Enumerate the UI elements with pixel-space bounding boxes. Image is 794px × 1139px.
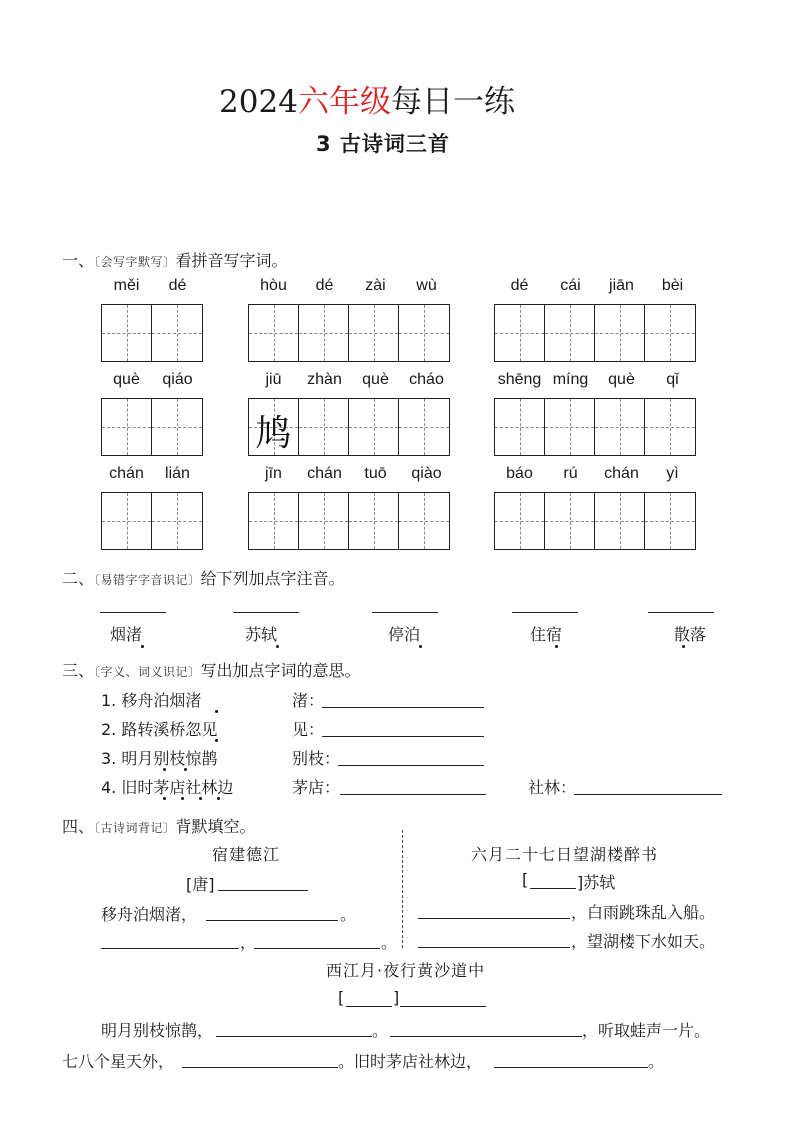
pinyin-label: wù <box>416 277 437 294</box>
pinyin-label: jiān <box>609 277 634 294</box>
pinyin-label: tuō <box>364 465 387 482</box>
writing-cell[interactable] <box>595 399 645 455</box>
writing-cell[interactable] <box>349 493 399 549</box>
writing-cell[interactable] <box>545 399 595 455</box>
writing-grid <box>248 398 450 456</box>
q3-heading <box>62 658 361 681</box>
pinyin-label: báo <box>506 465 533 482</box>
writing-cell[interactable] <box>545 493 595 549</box>
poem2-bracket-left: [ <box>522 870 529 889</box>
poem1-blank-2[interactable] <box>101 948 239 949</box>
emphasis-dot <box>419 645 422 648</box>
pinyin-label: què <box>113 371 140 388</box>
pinyin-label: dé <box>315 277 334 294</box>
pinyin-label: chán <box>109 465 144 482</box>
emphasis-dot <box>555 645 558 648</box>
writing-cell[interactable] <box>399 399 449 455</box>
emphasis-dot <box>141 645 144 648</box>
writing-cell[interactable] <box>645 305 695 361</box>
writing-cell[interactable] <box>645 493 695 549</box>
q3-label-2: 见： <box>292 720 325 739</box>
q2-word-5: 散落 <box>674 625 707 644</box>
q3-answer-line-4[interactable] <box>340 794 486 795</box>
writing-cell[interactable] <box>299 399 349 455</box>
pinyin-label: lián <box>165 465 190 482</box>
poem1-line1-end: 。 <box>340 905 357 924</box>
writing-cell[interactable] <box>102 493 152 549</box>
poem3-blank-3[interactable] <box>182 1067 338 1068</box>
pinyin-label: hòu <box>260 277 287 294</box>
writing-cell[interactable] <box>299 493 349 549</box>
q4-instruction: 背默填空。 <box>175 817 256 836</box>
writing-cell[interactable] <box>249 399 299 455</box>
pinyin-label: qǐ <box>666 371 679 388</box>
poem1-dynasty: [唐] <box>186 875 215 894</box>
emphasis-dot <box>217 797 220 800</box>
poem2-blank-2[interactable] <box>418 947 570 948</box>
poem1-line1: 移舟泊烟渚， <box>101 905 198 924</box>
pinyin-label: míng <box>552 371 589 388</box>
pinyin-label: què <box>362 371 389 388</box>
q3-item-3: 3. 明月别枝惊鹊 <box>101 749 218 768</box>
q1-tag: 〔会写字默写〕 <box>94 255 176 269</box>
title-grade: 六年级 <box>297 84 391 120</box>
q3-instruction: 写出加点字词的意思。 <box>200 661 361 680</box>
writing-cell[interactable] <box>495 399 545 455</box>
title-year: 2024 <box>219 84 298 120</box>
writing-grid <box>248 492 450 550</box>
q2-word-1: 烟渚 <box>110 625 143 644</box>
emphasis-dot <box>199 797 202 800</box>
poem2-title: 六月二十七日望湖楼醉书 <box>471 845 659 864</box>
poem3-blank-4[interactable] <box>494 1067 648 1068</box>
poem2-blank-1[interactable] <box>418 918 570 919</box>
pinyin-label: bèi <box>661 277 684 294</box>
poem3-author-line[interactable] <box>400 1006 486 1007</box>
prefilled-character: 鸠 <box>255 413 292 454</box>
writing-cell[interactable] <box>495 305 545 361</box>
page-title <box>0 76 734 121</box>
pinyin-label: jiū <box>265 371 282 388</box>
writing-grid <box>101 304 203 362</box>
q2-word-3: 停泊 <box>388 625 421 644</box>
poem3-line2c: 。 <box>648 1052 665 1071</box>
writing-cell[interactable] <box>595 493 645 549</box>
writing-grid <box>494 492 696 550</box>
writing-cell[interactable] <box>399 305 449 361</box>
q2-number: 二、 <box>62 569 95 588</box>
writing-cell[interactable] <box>349 399 399 455</box>
writing-cell[interactable] <box>152 493 202 549</box>
q3-item-1: 1. 移舟泊烟渚 <box>101 691 202 710</box>
emphasis-dot <box>682 645 685 648</box>
poem3-line1b: 。 <box>372 1021 389 1040</box>
q3-item-4: 4. 旧时茅店社林边 <box>101 778 234 797</box>
q3-label-4: 茅店： <box>292 778 341 797</box>
poem1-blank-1[interactable] <box>206 920 338 921</box>
pinyin-label: qiáo <box>162 371 193 388</box>
writing-cell[interactable] <box>102 399 152 455</box>
q3-answer-line-2[interactable] <box>322 736 484 737</box>
writing-cell[interactable] <box>399 493 449 549</box>
q2-answer-line-1[interactable] <box>100 612 166 613</box>
q2-tag: 〔易错字字音识记〕 <box>94 573 201 587</box>
pinyin-label: qiào <box>411 465 442 482</box>
pinyin-label: měi <box>113 277 140 294</box>
q1-instruction: 看拼音写字词。 <box>175 251 288 270</box>
writing-cell[interactable] <box>645 399 695 455</box>
writing-cell[interactable] <box>152 399 202 455</box>
writing-grid <box>494 398 696 456</box>
poem3-bracket-left: [ <box>338 988 345 1007</box>
emphasis-dot <box>184 768 187 771</box>
q2-answer-line-5[interactable] <box>648 612 714 613</box>
writing-cell[interactable] <box>595 305 645 361</box>
pinyin-label: cháo <box>409 371 444 388</box>
emphasis-dot <box>215 739 218 742</box>
poem2-line1: ，白雨跳珠乱入船。 <box>571 903 716 922</box>
pinyin-label: jīn <box>265 465 282 482</box>
emphasis-dot <box>276 645 279 648</box>
lesson-title: 3 古诗词三首 <box>316 132 450 156</box>
poem1-line2-mid: ， <box>240 933 257 952</box>
poem3-line2a: 七八个星天外， <box>62 1052 175 1071</box>
poem3-blank-2[interactable] <box>390 1036 582 1037</box>
q3-label-1: 渚： <box>292 691 325 710</box>
pinyin-label: zhàn <box>307 371 342 388</box>
emphasis-dot <box>163 768 166 771</box>
writing-grid <box>101 492 203 550</box>
q2-heading <box>62 566 345 589</box>
pinyin-label: què <box>608 371 635 388</box>
writing-cell[interactable] <box>249 493 299 549</box>
q3-answer-line-1[interactable] <box>322 707 484 708</box>
q3-number: 三、 <box>62 661 95 680</box>
writing-cell[interactable] <box>495 493 545 549</box>
poem2-line2: ，望湖楼下水如天。 <box>571 932 716 951</box>
pinyin-label: chán <box>604 465 639 482</box>
pinyin-label: shēng <box>497 371 542 388</box>
pinyin-label: dé <box>168 277 187 294</box>
writing-grid <box>101 398 203 456</box>
poem3-line1c: ，听取蛙声一片。 <box>582 1021 711 1040</box>
poem1-blank-3[interactable] <box>254 948 380 949</box>
emphasis-dot <box>215 710 218 713</box>
q2-word-4: 住宿 <box>530 625 563 644</box>
poem2-dynasty-line[interactable] <box>530 888 576 889</box>
poem3-title: 西江月·夜行黄沙道中 <box>326 961 486 980</box>
writing-cell[interactable] <box>249 305 299 361</box>
writing-cell[interactable] <box>152 305 202 361</box>
poem3-blank-1[interactable] <box>216 1036 372 1037</box>
q4-number: 四、 <box>62 817 95 836</box>
q3-label-3: 别枝： <box>292 749 341 768</box>
q3-answer-line-5[interactable] <box>574 794 722 795</box>
pinyin-label: dé <box>510 277 529 294</box>
title-rest: 每日一练 <box>390 84 515 120</box>
writing-grid <box>494 304 696 362</box>
q2-answer-line-3[interactable] <box>372 612 438 613</box>
column-divider <box>402 830 403 948</box>
q3-answer-line-3[interactable] <box>338 765 484 766</box>
poem1-title: 宿建德江 <box>212 845 281 864</box>
q2-answer-line-4[interactable] <box>512 612 578 613</box>
q1-heading <box>62 248 288 271</box>
q2-word-2: 苏轼 <box>245 625 278 644</box>
emphasis-dot <box>163 797 166 800</box>
pinyin-label: yì <box>666 465 679 482</box>
poem1-line2-end: 。 <box>381 933 398 952</box>
writing-grid <box>248 304 450 362</box>
poem2-bracket-right: ]苏轼 <box>577 873 616 892</box>
pinyin-label: cái <box>560 277 581 294</box>
poem3-bracket-right: ] <box>393 988 400 1007</box>
writing-cell[interactable] <box>349 305 399 361</box>
pinyin-label: rú <box>563 465 578 482</box>
q4-heading <box>62 814 256 837</box>
writing-cell[interactable] <box>102 305 152 361</box>
q2-instruction: 给下列加点字注音。 <box>200 569 345 588</box>
writing-cell[interactable] <box>545 305 595 361</box>
poem3-line1a: 明月别枝惊鹊， <box>101 1021 214 1040</box>
q4-tag: 〔古诗词背记〕 <box>94 821 176 835</box>
poem1-author-line[interactable] <box>218 890 308 891</box>
q3-label-5: 社林： <box>528 778 577 797</box>
writing-cell[interactable] <box>299 305 349 361</box>
emphasis-dot <box>181 797 184 800</box>
poem3-dynasty-line[interactable] <box>346 1006 392 1007</box>
q3-tag: 〔字义、词义识记〕 <box>94 665 201 679</box>
q1-number: 一、 <box>62 251 95 270</box>
pinyin-label: chán <box>307 465 342 482</box>
q2-answer-line-2[interactable] <box>233 612 299 613</box>
pinyin-label: zài <box>365 277 386 294</box>
q3-item-2: 2. 路转溪桥忽见 <box>101 720 218 739</box>
poem3-line2b: 。旧时茅店社林边， <box>338 1052 483 1071</box>
